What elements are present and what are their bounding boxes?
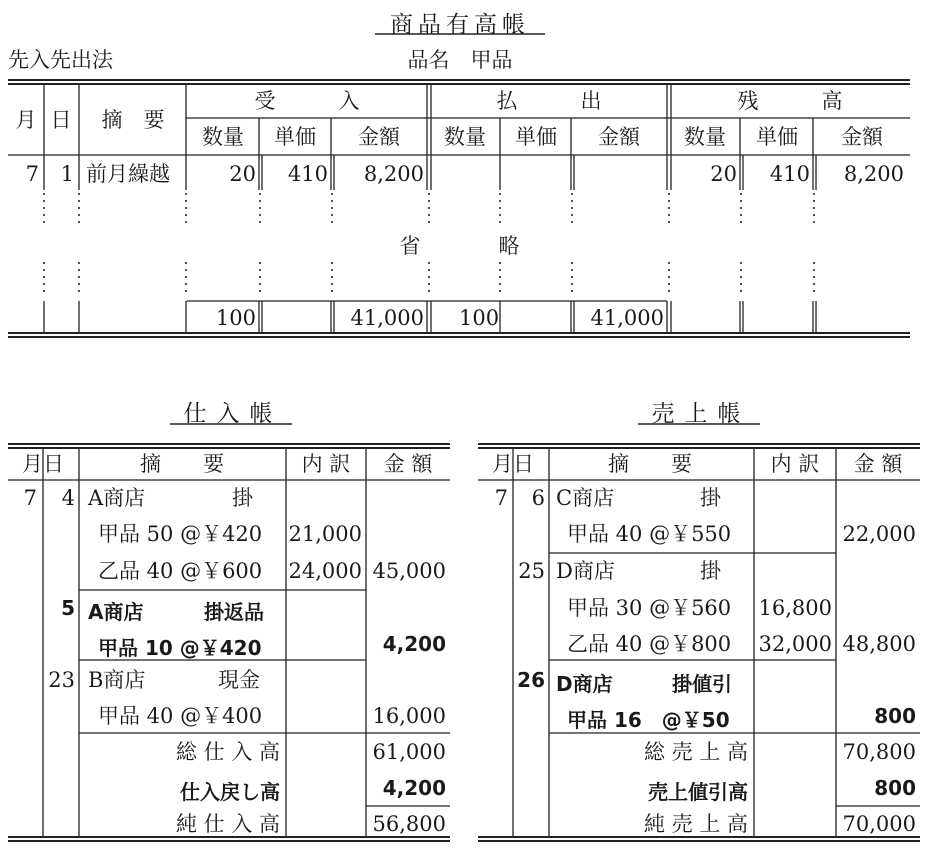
pb-e1-vendor: A商店 — [88, 486, 146, 510]
pb-net-amount: 56,800 — [372, 812, 446, 836]
header-bal-amount: 金額 — [841, 125, 883, 149]
pb-e1-line1-detail: 21,000 — [288, 522, 362, 546]
pb-e3-day: 23 — [48, 668, 75, 692]
header-out-amount: 金額 — [598, 125, 640, 149]
sb-e2-day: 25 — [518, 559, 545, 583]
pb-e3-vendor: B商店 — [88, 668, 146, 692]
sb-e2-line1-detail: 16,800 — [758, 596, 832, 620]
omitted-note-2: 略 — [498, 234, 520, 258]
pb-header-amount: 金 額 — [383, 452, 433, 476]
total-out-amount: 41,000 — [590, 306, 664, 330]
pb-returns-amount: 4,200 — [382, 776, 446, 800]
header-in-qty: 数量 — [202, 125, 244, 149]
pb-e3-line1: 甲品 40 @￥400 — [98, 704, 263, 728]
pb-returns-label: 仕入戻し高 — [180, 780, 280, 804]
total-in-amount: 41,000 — [350, 306, 424, 330]
row1-bal-amount: 8,200 — [843, 162, 904, 186]
pb-e1-day: 4 — [61, 486, 75, 510]
sb-e2-terms: 掛 — [700, 559, 721, 583]
header-receipts: 受 入 — [254, 89, 360, 113]
sb-header-date: 月日 — [492, 452, 534, 476]
header-bal-qty: 数量 — [684, 125, 726, 149]
sb-e3-day: 26 — [517, 668, 545, 692]
omitted-note-1: 省 — [399, 234, 421, 258]
pb-gross-label: 総 仕 入 高 — [175, 740, 280, 764]
row1-bal-qty: 20 — [710, 162, 737, 186]
pb-e1-line1: 甲品 50 @￥420 — [98, 522, 263, 546]
header-balance: 残 高 — [737, 89, 843, 113]
row1-bal-price: 410 — [769, 162, 810, 186]
item-name: 品名 甲品 — [407, 48, 513, 72]
pb-e3-amount: 16,000 — [372, 704, 446, 728]
pb-e1-line2: 乙品 40 @￥600 — [98, 559, 263, 583]
pb-net-label: 純 仕 入 高 — [175, 812, 280, 836]
row1-in-qty: 20 — [229, 162, 256, 186]
pb-header-date: 月日 — [22, 452, 64, 476]
pb-gross-amount: 61,000 — [372, 740, 446, 764]
header-bal-price: 単価 — [756, 125, 798, 149]
header-month: 月 — [15, 108, 37, 132]
sb-gross-label: 総 売 上 高 — [643, 740, 748, 764]
row1-summary: 前月繰越 — [86, 162, 170, 186]
total-out-qty: 100 — [459, 306, 500, 330]
pb-e2-terms: 掛返品 — [204, 600, 264, 624]
header-day: 日 — [50, 108, 72, 132]
header-payouts: 払 出 — [496, 89, 602, 113]
sb-header-amount: 金 額 — [853, 452, 903, 476]
sb-e2-line1: 甲品 30 @￥560 — [567, 596, 732, 620]
sb-e1-terms: 掛 — [700, 486, 721, 510]
pb-e2-day: 5 — [61, 596, 75, 620]
pb-e1-line2-detail: 24,000 — [288, 559, 362, 583]
sb-e2-line2: 乙品 40 @￥800 — [567, 632, 732, 656]
sb-e3-line1: 甲品 16 @￥50 — [567, 708, 730, 732]
sb-e1-amount: 22,000 — [842, 522, 916, 546]
row1-in-price: 410 — [287, 162, 328, 186]
sb-e2-amount: 48,800 — [842, 632, 916, 656]
sb-e3-terms: 掛値引 — [672, 672, 732, 696]
sb-e2-customer: D商店 — [556, 559, 615, 583]
row1-month: 7 — [25, 162, 39, 186]
header-in-amount: 金額 — [358, 125, 400, 149]
sb-e1-day: 6 — [531, 486, 545, 510]
sb-gross-amount: 70,800 — [842, 740, 916, 764]
pb-e1-terms: 掛 — [232, 486, 253, 510]
sales-book-title: 売上帳 — [651, 401, 751, 427]
pb-header-summary: 摘 要 — [140, 452, 224, 476]
pb-header-detail: 内 訳 — [301, 452, 351, 476]
sb-e1-month: 7 — [494, 486, 508, 510]
sb-net-label: 純 売 上 高 — [643, 812, 748, 836]
row1-in-amount: 8,200 — [363, 162, 424, 186]
header-out-qty: 数量 — [444, 125, 486, 149]
sb-allowance-amount: 800 — [874, 776, 916, 800]
row1-day: 1 — [60, 162, 74, 186]
sb-e1-customer: C商店 — [556, 486, 615, 510]
pb-e1-amount: 45,000 — [372, 559, 446, 583]
pb-e2-line1: 甲品 10 @￥420 — [98, 636, 262, 660]
sb-e1-line1: 甲品 40 @￥550 — [567, 522, 732, 546]
header-summary: 摘 要 — [101, 108, 165, 132]
sb-header-detail: 内 訳 — [770, 452, 820, 476]
header-in-price: 単価 — [274, 125, 316, 149]
sb-net-amount: 70,000 — [842, 812, 916, 836]
header-out-price: 単価 — [515, 125, 557, 149]
pb-e2-vendor: A商店 — [88, 600, 144, 624]
sb-e3-customer: D商店 — [556, 672, 613, 696]
sb-allowance-label: 売上値引高 — [648, 780, 748, 804]
sb-e3-amount: 800 — [874, 704, 916, 728]
ledger-title: 商品有高帳 — [390, 12, 530, 38]
sb-header-summary: 摘 要 — [608, 452, 692, 476]
pb-e3-terms: 現金 — [218, 668, 260, 692]
pb-e1-month: 7 — [23, 486, 37, 510]
purchase-book-title: 仕入帳 — [183, 401, 283, 427]
valuation-method: 先入先出法 — [8, 48, 113, 72]
pb-e2-amount: 4,200 — [382, 632, 446, 656]
total-in-qty: 100 — [215, 306, 256, 330]
sb-e2-line2-detail: 32,000 — [758, 632, 832, 656]
